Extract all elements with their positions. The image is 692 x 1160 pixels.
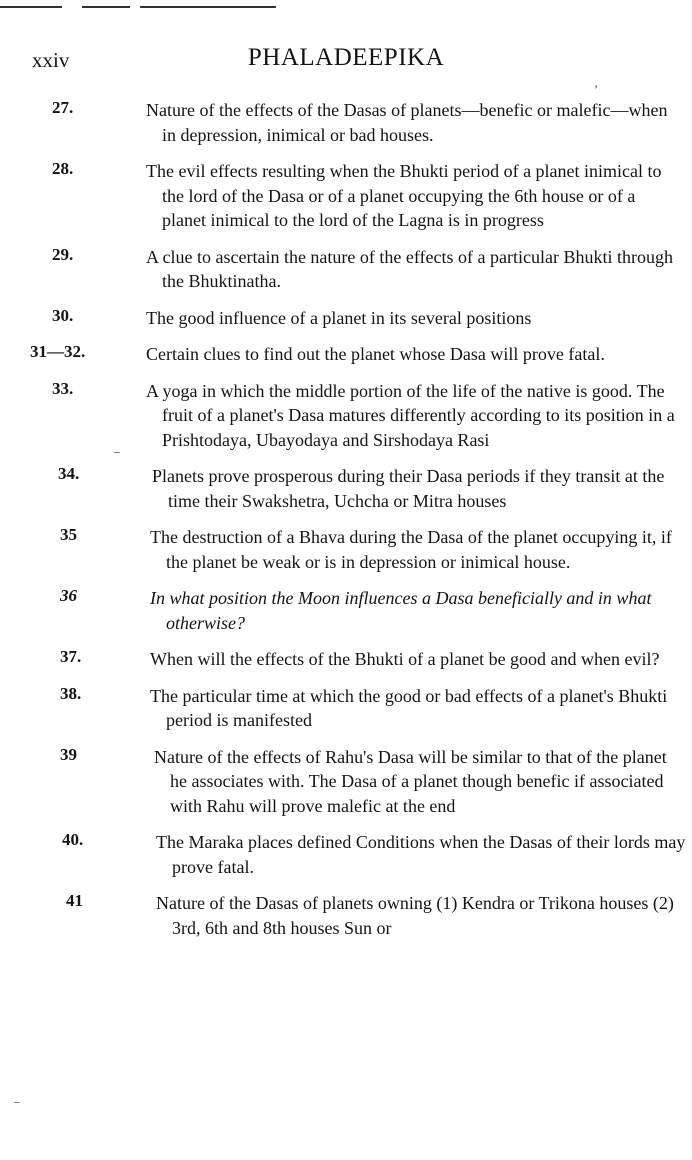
entry-text: Planets prove prosperous during their Dasa periods if they transit at the time their Swakshetra, Uchcha or Mitra houses [152, 466, 665, 511]
entry-number: 29. [52, 244, 74, 264]
entry-number: 36 [60, 586, 77, 605]
page-title: PHALADEEPIKA [247, 44, 445, 71]
contents-entry [0, 464, 692, 513]
stray-mark: – [114, 444, 120, 458]
entry-text: The Maraka places defined Conditions when the Dasas of their lords may prove fatal. [156, 832, 686, 877]
entry-number: 38. [60, 683, 82, 703]
stray-mark: ’ [594, 82, 598, 96]
entry-text: When will the effects of the Bhukti of a planet be good and when evil? [150, 649, 660, 669]
page-number: xxiv [32, 48, 70, 72]
top-rule-right [140, 6, 276, 8]
contents-entry [0, 830, 692, 879]
entry-number: 33. [52, 378, 74, 398]
contents-entry [0, 245, 692, 294]
contents-entry [0, 159, 692, 233]
entry-number: 37. [60, 647, 82, 666]
contents-entry [0, 525, 692, 574]
entry-number: 40. [62, 830, 84, 849]
contents-entry [0, 647, 692, 672]
stray-mark: – [14, 1094, 20, 1108]
entry-text: Nature of the effects of Rahu's Dasa will be similar to that of the planet he associates with. The Dasa of a planet though benefic if associated with Rahu will prove malefic at the end [154, 746, 667, 816]
contents-entry [0, 379, 692, 453]
entry-text: A clue to ascertain the nature of the effects of a particular Bhukti through the Bhuktinatha. [146, 246, 673, 291]
page-header [0, 44, 692, 78]
entry-text: Nature of the Dasas of planets owning (1) Kendra or Trikona houses (2) 3rd, 6th and 8th houses Sun or [156, 893, 674, 938]
entry-number: 30. [52, 305, 74, 325]
entry-text: Certain clues to find out the planet whose Dasa will prove fatal. [146, 344, 605, 364]
contents-entry [0, 684, 692, 733]
entry-text: The destruction of a Bhava during the Dasa of the planet occupying it, if the planet be weak or is in depression or inimical house. [150, 527, 672, 572]
entry-number: 35 [60, 525, 77, 544]
entry-text: The evil effects resulting when the Bhukti period of a planet inimical to the lord of the Dasa or of a planet occupying the 6th house or of a planet inimical to the lord of the Lagna is in progress [146, 161, 662, 230]
entry-number: 27. [52, 98, 74, 117]
contents-entry [0, 586, 692, 635]
contents-entry [0, 891, 692, 940]
contents-entry [0, 306, 692, 331]
entry-number: 39 [60, 744, 77, 764]
contents-entry [0, 745, 692, 819]
entry-text: The good influence of a planet in its several positions [146, 307, 532, 328]
entry-number: 34. [58, 464, 80, 483]
entry-number: 31—32. [30, 342, 86, 361]
contents-entry [0, 342, 692, 367]
entry-text: In what position the Moon influences a Dasa beneficially and in what otherwise? [150, 588, 652, 633]
entry-number: 41 [66, 891, 83, 910]
contents-entry [0, 98, 692, 147]
contents-list [0, 98, 692, 952]
entry-number: 28. [52, 159, 74, 178]
entry-text: Nature of the effects of the Dasas of planets—benefic or malefic—when in depression, inimical or bad houses. [146, 100, 668, 145]
entry-text: A yoga in which the middle portion of the life of the native is good. The fruit of a planet's Dasa matures differently according to its position in a Prishtodaya, Ubayodaya and Sirshodaya Rasi [146, 380, 675, 450]
entry-text: The particular time at which the good or bad effects of a planet's Bhukti period is manifested [150, 685, 668, 730]
top-rule-middle [82, 6, 130, 8]
top-rule-left [0, 6, 62, 8]
